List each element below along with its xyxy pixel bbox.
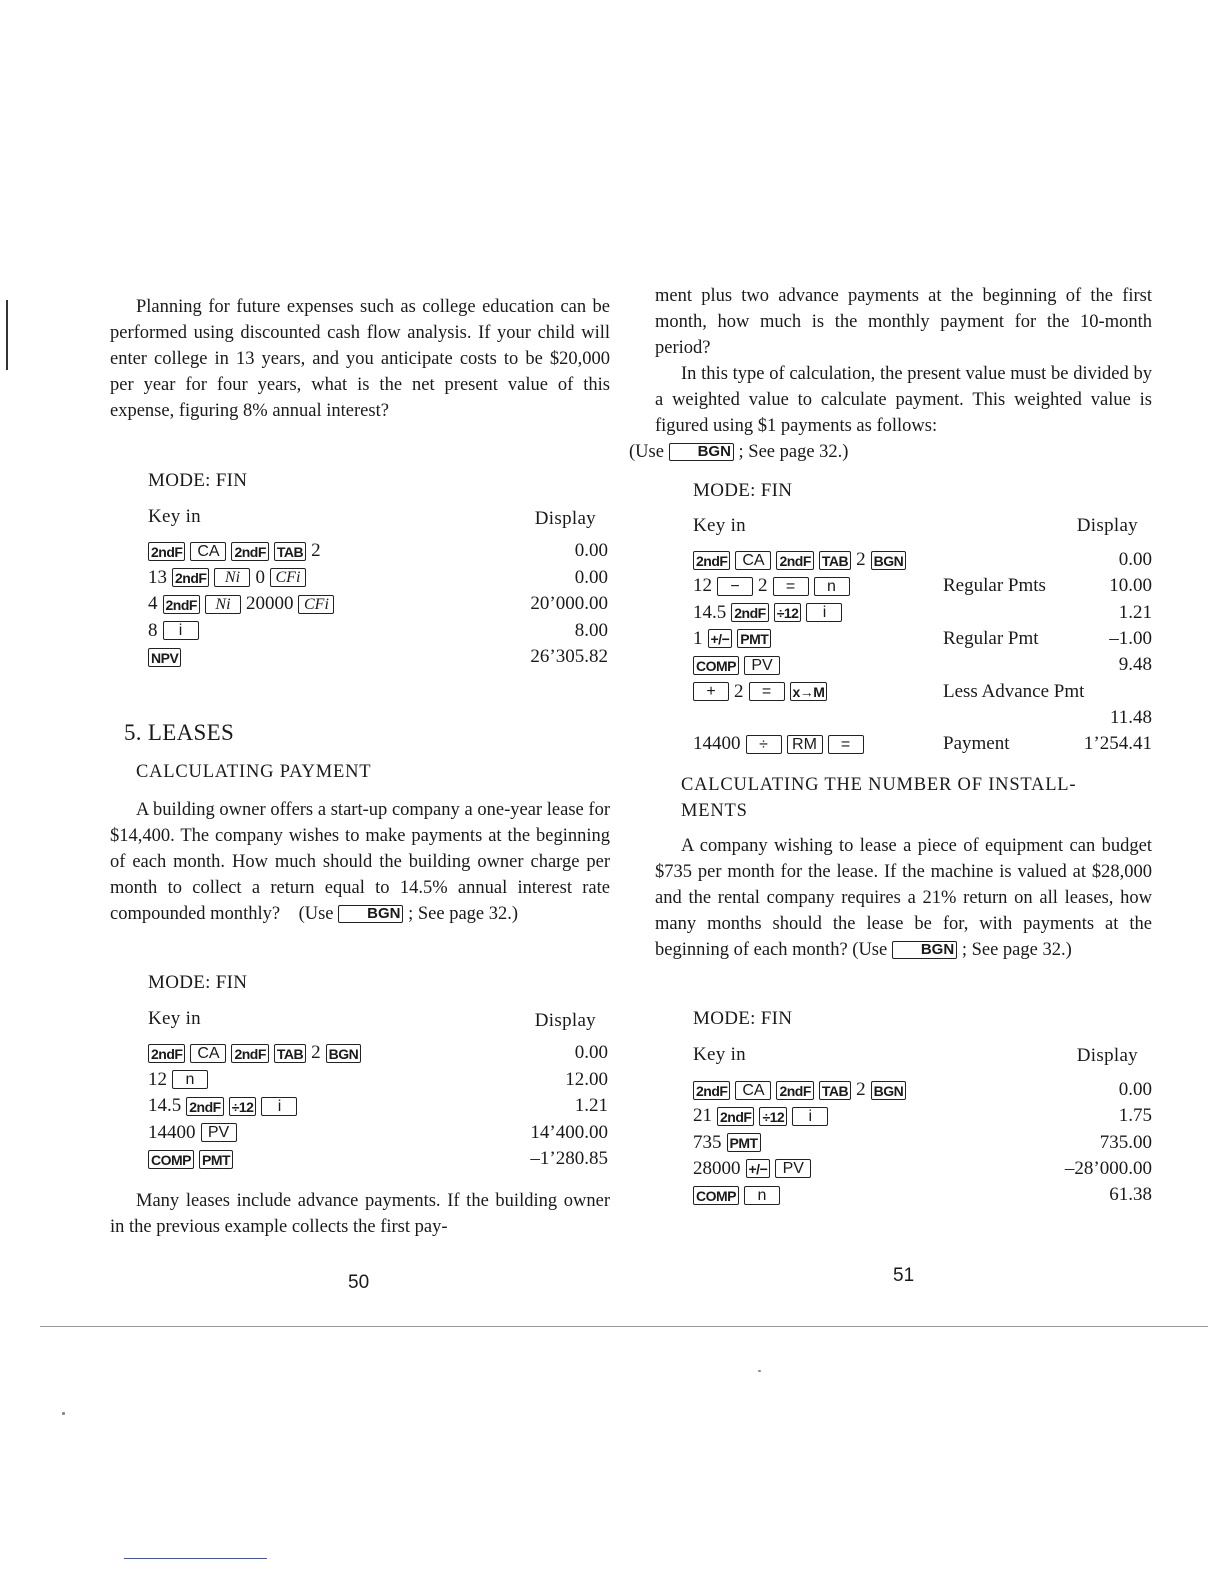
recall-memory-key-icon: RM xyxy=(787,735,823,754)
keystroke-row xyxy=(693,652,1152,678)
keystroke-sequence xyxy=(148,1093,297,1119)
keystroke-sequence xyxy=(148,618,199,644)
keystroke-row xyxy=(148,565,608,591)
keystroke-sequence xyxy=(148,648,181,667)
keystroke-row xyxy=(693,679,1152,705)
example4-display-header: Display xyxy=(1076,1045,1138,1066)
keystroke-sequence xyxy=(693,679,827,705)
keystroke-sequence xyxy=(148,591,334,617)
keystroke-sequence xyxy=(148,1120,237,1146)
present-value-key-icon: PV xyxy=(775,1159,811,1178)
display-value: 26’305.82 xyxy=(530,646,608,667)
row-note: Less Advance Pmt xyxy=(943,680,1085,702)
example2-mode: MODE: FIN xyxy=(148,972,248,993)
keystroke-row xyxy=(148,644,608,670)
example4-mode: MODE: FIN xyxy=(693,1008,793,1029)
page-number-left: 50 xyxy=(348,1272,370,1293)
present-value-key-icon: PV xyxy=(201,1123,237,1142)
keystroke-row xyxy=(148,1120,608,1146)
bottom-rule xyxy=(40,1326,1208,1327)
keystroke-sequence xyxy=(148,565,306,591)
entered-value: 28000 xyxy=(693,1157,741,1179)
entered-value: 20000 xyxy=(245,593,294,614)
example3-key-header: Key in xyxy=(693,515,746,536)
lease-ref-suffix: ; See page 32.) xyxy=(408,904,519,924)
tab-key-icon: TAB xyxy=(274,542,306,561)
display-value: 20’000.00 xyxy=(530,593,608,614)
keystroke-row xyxy=(693,1130,1152,1156)
keystroke-sequence xyxy=(693,547,906,573)
entered-value: 735 xyxy=(693,1131,722,1153)
closing-paragraph: Many leases include advance payments. If the building owner in the previous example collects the first pay- xyxy=(110,1191,610,1237)
keystroke-row xyxy=(148,538,608,564)
display-value: 1’254.41 xyxy=(1083,733,1152,755)
binding-mark xyxy=(6,300,8,370)
keystroke-row xyxy=(693,1103,1152,1129)
intro-paragraph: Planning for future expenses such as college education can be performed using discounted cash flow analysis. If your child will enter college in 13 years, and you anticipate costs to be $20,000 per year for four years, what is the net present value of this expense, figuring 8% annual interest? xyxy=(110,297,610,421)
entered-value: 14.5 xyxy=(148,1095,182,1116)
display-value: 0.00 xyxy=(574,566,608,588)
bgn-key-icon: BGN xyxy=(892,941,957,959)
equals-key-icon: = xyxy=(773,577,809,596)
display-value: 61.38 xyxy=(1109,1184,1152,1206)
keystroke-sequence xyxy=(148,538,321,564)
page-number-right: 51 xyxy=(893,1265,915,1286)
cash-flow-i-key-icon: CFi xyxy=(270,568,306,587)
interest-key-icon: i xyxy=(261,1097,297,1116)
display-value: 0.00 xyxy=(1118,549,1152,570)
tab-key-icon: TAB xyxy=(819,1081,851,1100)
keystroke-sequence xyxy=(693,600,842,626)
change-sign-key-icon: +/− xyxy=(746,1159,771,1178)
display-value: 9.48 xyxy=(1118,654,1152,676)
second-function-key-icon: 2ndF xyxy=(163,595,200,614)
entered-value: 1 xyxy=(693,627,703,649)
begin-key-icon: BGN xyxy=(871,551,907,570)
keystroke-row xyxy=(693,1077,1152,1103)
entered-value: 2 xyxy=(311,540,321,561)
periods-key-icon: n xyxy=(172,1070,208,1089)
compute-key-icon: COMP xyxy=(693,1186,739,1205)
keystroke-sequence xyxy=(693,1103,828,1129)
weighted-paragraph-text: In this type of calculation, the present value must be divided by a weighted value to calculate payment. This weighted value is figured using $1 payments as follows: xyxy=(655,364,1152,436)
section-title: 5. LEASES xyxy=(124,720,235,745)
continued-paragraph: ment plus two advance payments at the beginning of the first month, how much is the monthly payment for the 10-month period? xyxy=(655,286,1152,358)
subsection-title-payment: CALCULATING PAYMENT xyxy=(136,762,372,782)
keystroke-sequence xyxy=(148,1040,361,1066)
keystroke-row xyxy=(693,573,1152,599)
begin-key-icon: BGN xyxy=(871,1081,907,1100)
display-value: –1.00 xyxy=(1109,627,1152,649)
plus-key-icon: + xyxy=(693,682,729,701)
keystroke-sequence xyxy=(693,1077,906,1103)
keystroke-sequence xyxy=(693,626,771,652)
keystroke-row xyxy=(148,1093,608,1119)
installments-paragraph xyxy=(655,833,1152,963)
keystroke-sequence xyxy=(148,1150,233,1169)
example2-display-header: Display xyxy=(534,1010,596,1031)
periods-key-icon: n xyxy=(814,577,850,596)
keystroke-row xyxy=(693,1182,1152,1208)
interest-key-icon: i xyxy=(163,621,199,640)
entered-value: 2 xyxy=(856,1079,866,1100)
tab-key-icon: TAB xyxy=(274,1044,306,1063)
display-value: 10.00 xyxy=(1109,575,1152,597)
installments-ref-prefix: (Use xyxy=(852,940,888,960)
divide-12-key-icon: ÷12 xyxy=(759,1107,787,1126)
keystroke-row xyxy=(148,1146,608,1172)
scan-speck xyxy=(758,1370,761,1372)
entered-value: 14.5 xyxy=(693,601,727,623)
tab-key-icon: TAB xyxy=(819,551,851,570)
keystroke-row xyxy=(693,731,1152,757)
minus-key-icon: − xyxy=(717,577,753,596)
display-value: 1.75 xyxy=(1118,1105,1152,1127)
entered-value: 2 xyxy=(856,549,866,570)
example1-display-header: Display xyxy=(534,508,596,529)
entered-value: 12 xyxy=(693,575,712,597)
entered-value: 8 xyxy=(148,619,158,641)
keystroke-sequence xyxy=(693,573,850,599)
second-function-key-icon: 2ndF xyxy=(776,551,813,570)
keystroke-row xyxy=(148,1067,608,1093)
entered-value: 13 xyxy=(148,566,167,588)
display-value: 735.00 xyxy=(1099,1131,1152,1153)
lease-paragraph-text: A building owner offers a start-up company a one-year lease for $14,400. The company wishes to make payments at the beginning of each month. How much should the building owner charge per month to collect a return equal to 14.5% annual interest rate compounded monthly? xyxy=(110,800,610,924)
entered-value: 14400 xyxy=(148,1121,196,1143)
display-value: 1.21 xyxy=(574,1095,608,1116)
display-value: 11.48 xyxy=(1109,706,1152,728)
display-value: 8.00 xyxy=(574,619,608,641)
display-value: 0.00 xyxy=(574,540,608,561)
example4-key-header: Key in xyxy=(693,1044,746,1065)
bgn-key-icon: BGN xyxy=(669,443,734,461)
interest-key-icon: i xyxy=(792,1107,828,1126)
compute-key-icon: COMP xyxy=(693,656,739,675)
keystroke-sequence xyxy=(693,1156,811,1182)
example3-mode: MODE: FIN xyxy=(693,480,793,501)
row-note: Regular Pmt xyxy=(943,627,1039,649)
display-value: 1.21 xyxy=(1118,601,1152,623)
keystroke-row xyxy=(148,618,608,644)
bgn-key-icon: BGN xyxy=(338,905,403,923)
cash-flow-i-key-icon: CFi xyxy=(298,595,334,614)
second-function-key-icon: 2ndF xyxy=(148,1044,185,1063)
row-note: Payment xyxy=(943,733,1010,755)
clear-all-key-icon: CA xyxy=(190,1044,226,1063)
blue-mark xyxy=(124,1558,267,1559)
scan-speck xyxy=(62,1412,65,1415)
installments-title-line2: MENTS xyxy=(681,801,748,821)
n-i-key-icon: Ni xyxy=(205,595,241,614)
installments-title-line1: CALCULATING THE NUMBER OF INSTALL- xyxy=(681,775,1077,795)
installments-ref-suffix: ; See page 32.) xyxy=(961,940,1072,960)
keystroke-sequence xyxy=(693,1130,761,1156)
second-function-key-icon: 2ndF xyxy=(731,603,768,622)
second-function-key-icon: 2ndF xyxy=(231,542,268,561)
present-value-key-icon: PV xyxy=(744,656,780,675)
second-function-key-icon: 2ndF xyxy=(148,542,185,561)
display-value: 12.00 xyxy=(565,1068,608,1090)
clear-all-key-icon: CA xyxy=(735,551,771,570)
keystroke-row xyxy=(693,1156,1152,1182)
example1-key-header: Key in xyxy=(148,506,201,527)
payment-key-icon: PMT xyxy=(199,1150,233,1169)
row-note: Regular Pmts xyxy=(943,575,1046,597)
installments-paragraph-text: A company wishing to lease a piece of equipment can budget $735 per month for the lease. If the machine is valued at $28,000 and the rental company requires a 21% return on all leases, how many months should the lease be for, with payments at the beginning of each month? xyxy=(655,836,1152,960)
payment-key-icon: PMT xyxy=(727,1133,761,1152)
entered-value: 12 xyxy=(148,1068,167,1090)
clear-all-key-icon: CA xyxy=(735,1081,771,1100)
weighted-ref-prefix: (Use xyxy=(629,442,664,462)
keystroke-row xyxy=(693,705,1152,731)
keystroke-row xyxy=(693,626,1152,652)
weighted-paragraph xyxy=(629,361,1152,465)
keystroke-sequence xyxy=(693,1186,780,1205)
begin-key-icon: BGN xyxy=(326,1044,362,1063)
keystroke-row xyxy=(148,591,608,617)
equals-key-icon: = xyxy=(828,735,864,754)
display-value: –28’000.00 xyxy=(1064,1157,1152,1179)
subsection-title-installments xyxy=(681,772,1153,824)
divide-12-key-icon: ÷12 xyxy=(774,603,802,622)
periods-key-icon: n xyxy=(744,1186,780,1205)
second-function-key-icon: 2ndF xyxy=(717,1107,754,1126)
second-function-key-icon: 2ndF xyxy=(693,551,730,570)
lease-ref-prefix: (Use xyxy=(298,904,334,924)
second-function-key-icon: 2ndF xyxy=(186,1097,223,1116)
entered-value: 0 xyxy=(255,566,265,588)
second-function-key-icon: 2ndF xyxy=(231,1044,268,1063)
entered-value: 4 xyxy=(148,593,158,614)
change-sign-key-icon: +/− xyxy=(708,629,733,648)
display-value: –1’280.85 xyxy=(530,1148,608,1169)
weighted-ref-suffix: ; See page 32.) xyxy=(738,442,849,462)
entered-value: 2 xyxy=(734,680,744,702)
clear-all-key-icon: CA xyxy=(190,542,226,561)
equals-key-icon: = xyxy=(749,682,785,701)
display-value: 0.00 xyxy=(1118,1079,1152,1100)
entered-value: 2 xyxy=(311,1042,321,1063)
divide-key-icon: ÷ xyxy=(746,735,782,754)
divide-12-key-icon: ÷12 xyxy=(229,1097,257,1116)
example2-key-header: Key in xyxy=(148,1008,201,1029)
payment-key-icon: PMT xyxy=(737,629,771,648)
entered-value: 2 xyxy=(758,575,768,597)
compute-key-icon: COMP xyxy=(148,1150,194,1169)
example1-mode: MODE: FIN xyxy=(148,470,248,491)
example3-display-header: Display xyxy=(1076,515,1138,536)
second-function-key-icon: 2ndF xyxy=(693,1081,730,1100)
keystroke-row xyxy=(148,1040,608,1066)
entered-value: 14400 xyxy=(693,733,741,755)
second-function-key-icon: 2ndF xyxy=(776,1081,813,1100)
lease-paragraph xyxy=(110,797,610,927)
n-i-key-icon: Ni xyxy=(214,568,250,587)
display-value: 0.00 xyxy=(574,1042,608,1063)
keystroke-sequence xyxy=(148,1067,208,1093)
entered-value: 21 xyxy=(693,1105,712,1127)
display-value: 14’400.00 xyxy=(530,1121,608,1143)
keystroke-sequence xyxy=(693,656,780,675)
second-function-key-icon: 2ndF xyxy=(172,568,209,587)
npv-key-icon: NPV xyxy=(148,648,181,667)
interest-key-icon: i xyxy=(806,603,842,622)
keystroke-sequence xyxy=(693,731,864,757)
store-memory-key-icon: x→M xyxy=(790,682,828,701)
keystroke-row xyxy=(693,547,1152,573)
keystroke-row xyxy=(693,600,1152,626)
